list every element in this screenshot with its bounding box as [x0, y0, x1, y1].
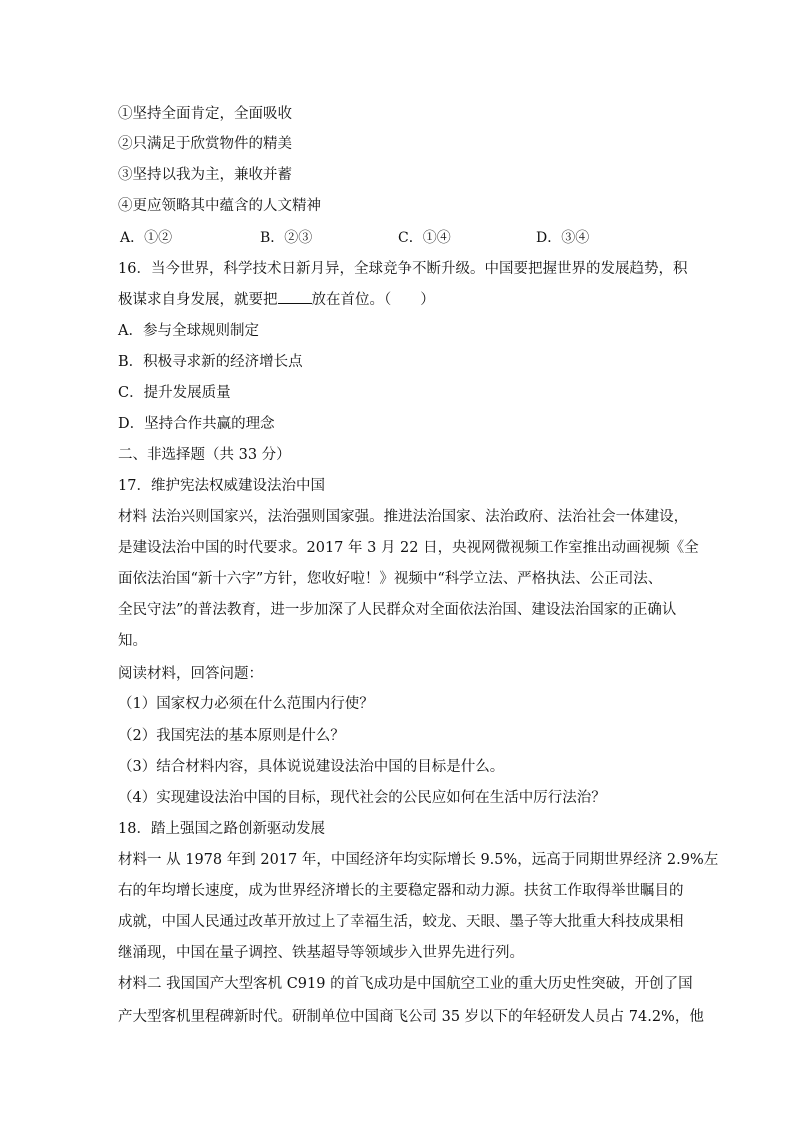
- q17-question-2: （2）我国宪法的基本原则是什么？: [118, 728, 345, 744]
- q16-option-b: B．积极寻求新的经济增长点: [118, 354, 303, 370]
- q18-material1-line-3: 成就，中国人民通过改革开放过上了幸福生活，蛟龙、天眼、墨子等大批重大科技成果相: [118, 914, 684, 930]
- q15-options: [118, 228, 678, 248]
- q16-option-a: A．参与全球规则制定: [118, 323, 259, 339]
- answer-blank: [278, 289, 312, 304]
- item-3: ③坚持以我为主，兼收并蓄: [118, 167, 292, 183]
- q16-option-c: C．提升发展质量: [118, 385, 231, 401]
- q16-line-2-post: 放在首位。（ ）: [311, 292, 435, 308]
- q17-question-3: （3）结合材料内容，具体说说建设法治中国的目标是什么。: [118, 759, 505, 775]
- q16-line-2: [118, 289, 435, 310]
- q15-option-d: D．③④: [536, 230, 590, 246]
- q17-material-line-1: 材料 法治兴则国家兴，法治强则国家强。推进法治国家、法治政府、法治社会一体建设，: [118, 509, 689, 525]
- item-4: ④更应领略其中蕴含的人文精神: [118, 198, 321, 214]
- q18-material2-line-1: 材料二 我国国产大型客机 C919 的首飞成功是中国航空工业的重大历史性突破，开创了国: [118, 976, 693, 992]
- q16-option-d: D．坚持合作共赢的理念: [118, 416, 275, 432]
- q15-option-c: C．①④: [398, 230, 451, 246]
- q18-material2-line-2: 产大型客机里程碑新时代。研制单位中国商飞公司 35 岁以下的年轻研发人员占 74.2%，他: [118, 1009, 704, 1025]
- q16-line-2-pre: 极谋求自身发展，就要把: [118, 292, 278, 308]
- q16-line-1: 16．当今世界，科学技术日新月异，全球竞争不断升级。中国要把握世界的发展趋势，积: [118, 261, 688, 277]
- q17-prompt: 阅读材料，回答问题：: [118, 666, 263, 682]
- q17-material-line-2: 是建设法治中国的时代要求。2017 年 3 月 22 日，央视网微视频工作室推出动画视频《全: [118, 540, 699, 556]
- q18-title: 18．踏上强国之路创新驱动发展: [118, 821, 325, 837]
- q15-option-b: B．②③: [260, 230, 313, 246]
- q17-question-4: （4）实现建设法治中国的目标，现代社会的公民应如何在生活中厉行法治？: [118, 790, 606, 806]
- section-2-title: 二、非选择题（共 33 分）: [118, 447, 291, 463]
- item-1: ①坚持全面肯定，全面吸收: [118, 106, 292, 122]
- q18-material1-line-4: 继涌现，中国在量子调控、铁基超导等领域步入世界先进行列。: [118, 945, 524, 961]
- q18-material1-line-1: 材料一 从 1978 年到 2017 年，中国经济年均实际增长 9.5%，远高于同期世界经济 2.9%左: [118, 852, 719, 868]
- q17-material-line-3: 面依法治国“新十六字”方针，您收好啦！》视频中“科学立法、严格执法、公正司法、: [118, 571, 663, 587]
- q17-material-line-5: 知。: [118, 633, 147, 649]
- item-2: ②只满足于欣赏物件的精美: [118, 136, 292, 152]
- q15-option-a: A．①②: [120, 230, 173, 246]
- q17-material-line-4: 全民守法”的普法教育，进一步加深了人民群众对全面依法治国、建设法治国家的正确认: [118, 602, 677, 618]
- q18-material1-line-2: 右的年均增长速度，成为世界经济增长的主要稳定器和动力源。扶贫工作取得举世瞩目的: [118, 883, 684, 899]
- q17-title: 17．维护宪法权威建设法治中国: [118, 478, 325, 494]
- q17-question-1: （1）国家权力必须在什么范围内行使？: [118, 696, 374, 712]
